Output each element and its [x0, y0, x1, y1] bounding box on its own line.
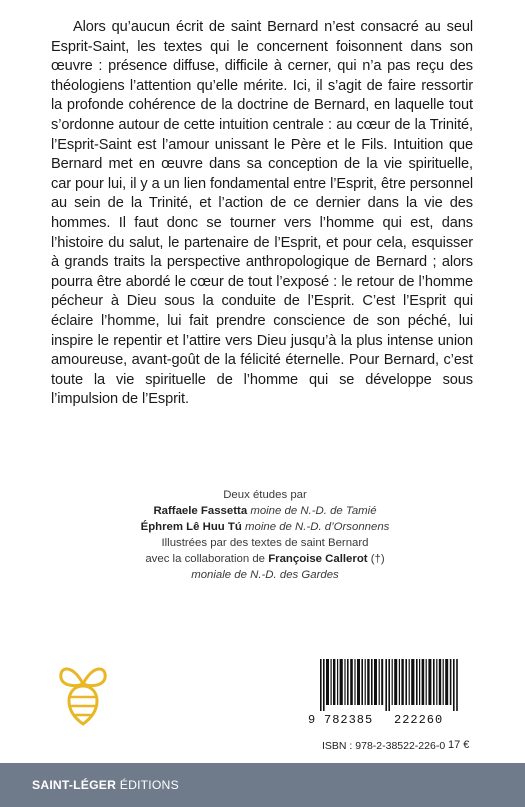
credits-intro: Deux études par: [223, 489, 307, 501]
credits-author-1: [60, 503, 470, 519]
publisher-name-rest: ÉDITIONS: [119, 778, 179, 792]
barcode: [306, 657, 476, 739]
barcode-right-digits: 222260: [394, 713, 444, 727]
barcode-bars: [320, 659, 462, 711]
price-label: 17 €: [448, 739, 470, 751]
publisher-band: [0, 763, 525, 807]
credits-author-2: [60, 519, 470, 535]
author-1-role: moine de N.-D. de Tamié: [250, 505, 377, 517]
credits-collaboration: [60, 551, 470, 567]
collab-role: moniale de N.-D. des Gardes: [191, 569, 339, 581]
publisher-name-bold: SAINT-LÉGER: [32, 778, 117, 792]
isbn-label: ISBN : 978-2-38522-226-0: [322, 740, 446, 752]
back-cover-blurb: Alors qu’aucun écrit de saint Bernard n’est consacré au seul Esprit-Saint, les textes qui le concernent foisonnent dans son œuvre : présence diffuse, difficile à cerner, qui n’a pas reçu des théologiens l’attention qu’elle mérite. Ici, il s’agit de faire ressortir la profonde cohérence de la doctrine de Bernard, en laquelle tout s’ordonne autour de cette intuition centrale : au cœur de la Trinité, l’Esprit-Saint est l’amour unissant le Père et le Fils. Intuition que Bernard met en œuvre dans sa conception de la vie spirituelle, car pour lui, il y a un lien fondamental entre l’Esprit, être personnel au sein de la Trinité, et l’action de ce dernier dans la vie des hommes. Il faut donc se tourner vers l’homme qui est, dans l’histoire du salut, le partenaire de l’Esprit, et pour cela, esquisser à grands traits la perspective anthropologique de Bernard ; alors pourra être abordé le cœur de tout l’exposé : le retour de l’homme pécheur à Dieu sous la conduite de l’Esprit. C’est l’Esprit qui éclaire l’homme, lui fait prendre conscience de son péché, lui inspire le repentir et l’attire vers Dieu jusqu’à la plus intense union amoureuse, avant-goût de la félicité éternelle. Pour Bernard, c’est toute la vie spirituelle de l’homme qui se développe sous l’impulsion de l’Esprit.: [51, 19, 473, 408]
credits-block: [60, 487, 470, 583]
credits-illustrated: Illustrées par des textes de saint Bernard: [161, 537, 369, 549]
collab-name: Françoise Callerot: [268, 553, 368, 565]
collab-mark: (†): [370, 553, 385, 565]
publisher-name: [32, 778, 179, 792]
barcode-left-digits: 782385: [324, 713, 374, 727]
barcode-lead-digit: 9: [308, 713, 316, 727]
bee-logo-icon: [54, 660, 112, 728]
collab-prefix: avec la collaboration de: [145, 553, 266, 565]
author-2-role: moine de N.-D. d’Orsonnens: [245, 521, 390, 533]
author-2-name: Éphrem Lê Huu Tú: [140, 521, 242, 533]
collab-role-line: [60, 567, 470, 583]
author-1-name: Raffaele Fassetta: [153, 505, 248, 517]
